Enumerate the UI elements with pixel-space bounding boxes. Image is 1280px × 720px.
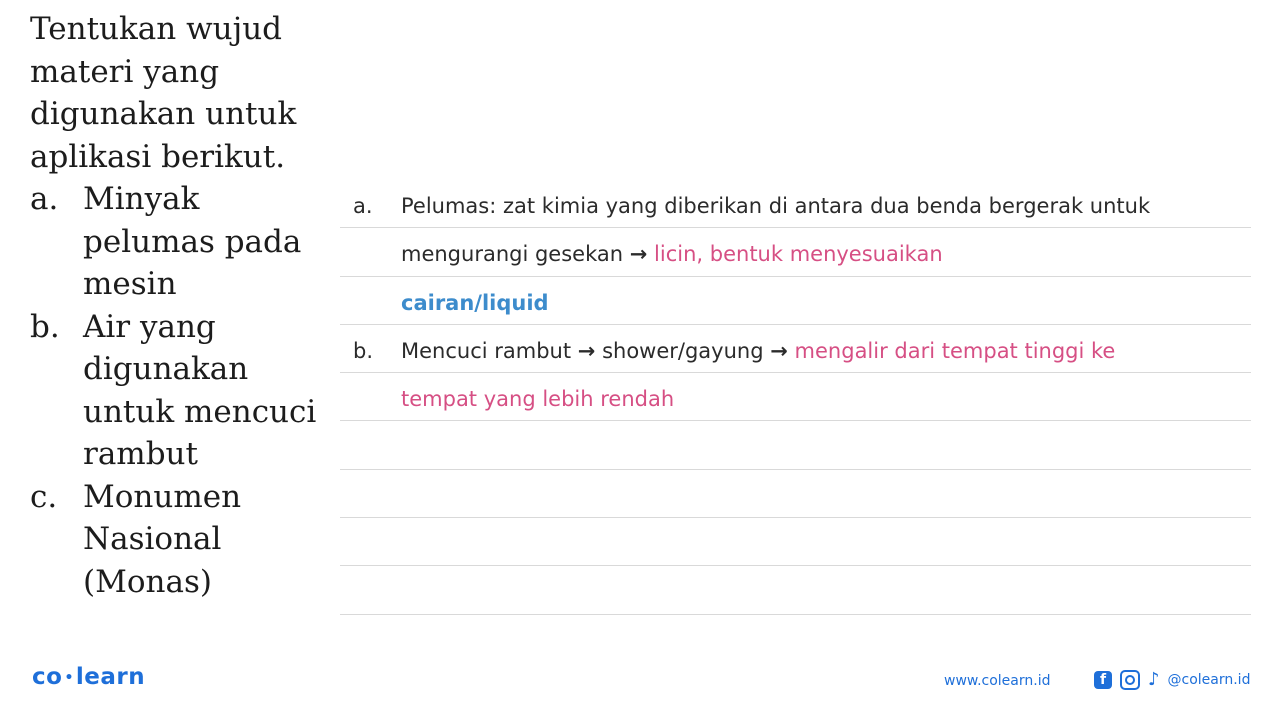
answer-letter: a. xyxy=(353,194,373,218)
answer-line-empty xyxy=(340,470,1251,518)
item-line: pelumas pada xyxy=(83,223,302,260)
answer-letter: b. xyxy=(353,338,374,363)
answer-line-3 xyxy=(340,277,1251,325)
answer-line-empty xyxy=(340,566,1251,614)
website-link[interactable]: www.colearn.id xyxy=(944,673,1051,689)
social-handle[interactable]: @colearn.id xyxy=(1167,671,1251,688)
item-line: (Monas) xyxy=(83,563,212,600)
answer-highlight: licin, bentuk menyesuaikan xyxy=(654,242,943,267)
tiktok-icon[interactable]: ♪ xyxy=(1148,669,1160,690)
item-line: Minyak xyxy=(83,181,200,217)
answer-line-4 xyxy=(340,325,1251,373)
answer-text: Pelumas: zat kimia yang diberikan di antara dua benda bergerak untuk xyxy=(401,194,1151,218)
item-text xyxy=(83,178,330,306)
item-line: rambut xyxy=(83,436,198,472)
question-title-line: aplikasi berikut. xyxy=(30,138,286,175)
arrow-right-icon: → xyxy=(770,338,788,363)
instagram-icon[interactable] xyxy=(1120,670,1140,690)
answer-line-1 xyxy=(340,180,1251,228)
answer-highlight: mengalir dari tempat tinggi ke xyxy=(794,338,1116,363)
item-line: Air yang xyxy=(83,308,216,345)
answer-state: cairan/liquid xyxy=(401,290,549,315)
item-line: digunakan xyxy=(83,351,249,387)
answer-highlight: tempat yang lebih rendah xyxy=(401,387,675,412)
question-title-line: materi yang xyxy=(30,53,220,90)
facebook-icon[interactable]: f xyxy=(1094,671,1112,689)
answer-line-5 xyxy=(340,373,1251,421)
logo-dot: • xyxy=(64,669,74,686)
answer-line-2 xyxy=(340,228,1251,276)
answer-content xyxy=(401,339,1115,363)
question-title-line: Tentukan wujud xyxy=(30,11,283,47)
question-item-b xyxy=(30,306,330,476)
question-item-c xyxy=(30,476,330,604)
question-title-line: digunakan untuk xyxy=(30,96,297,132)
item-text xyxy=(83,306,330,476)
item-line: untuk mencuci xyxy=(83,393,317,430)
logo-text-right: learn xyxy=(75,664,146,690)
answer-text: mengurangi gesekan xyxy=(401,242,624,267)
item-letter: a. xyxy=(30,181,59,217)
question-item-a xyxy=(30,178,330,306)
item-line: mesin xyxy=(83,266,177,302)
question-items xyxy=(30,178,330,603)
item-line: Nasional xyxy=(83,521,222,557)
arrow-right-icon: → xyxy=(577,338,596,363)
answer-text: shower/gayung xyxy=(602,338,764,363)
answer-line-empty xyxy=(340,518,1251,566)
item-text xyxy=(83,476,330,604)
logo-text-left: co xyxy=(32,664,63,690)
social-links xyxy=(1094,669,1250,690)
question-panel xyxy=(30,8,330,603)
answer-sheet xyxy=(340,180,1251,615)
item-letter: c. xyxy=(30,478,58,515)
answer-content xyxy=(401,242,943,266)
item-letter: b. xyxy=(30,308,60,345)
answer-text: Mencuci rambut xyxy=(401,338,572,363)
colearn-logo xyxy=(32,664,145,690)
item-line: Monumen xyxy=(83,478,242,515)
answer-line-empty xyxy=(340,421,1251,469)
question-title xyxy=(30,8,330,178)
arrow-right-icon: → xyxy=(629,242,648,267)
